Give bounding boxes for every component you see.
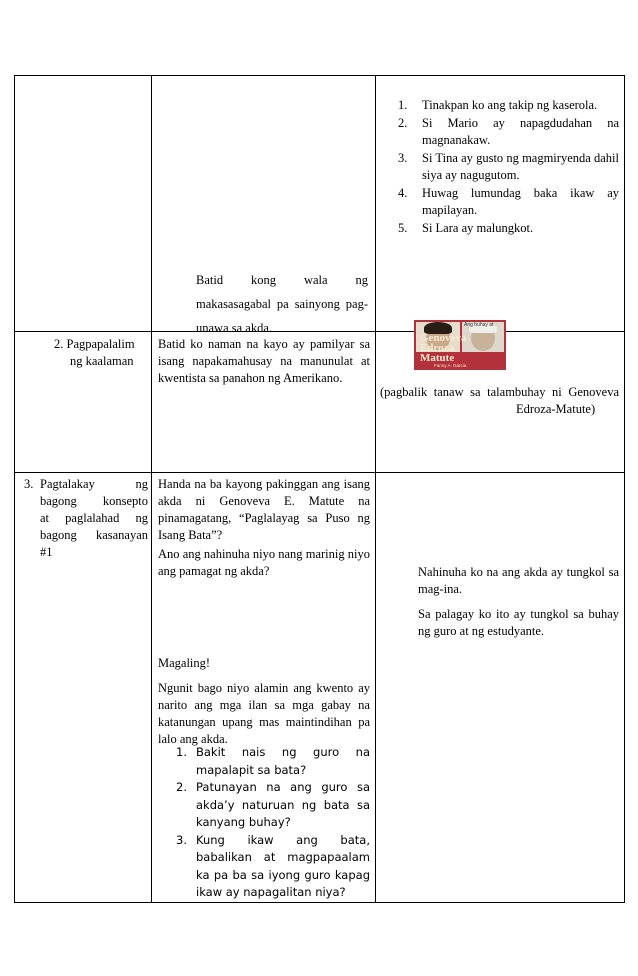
row3-col1-line: at paglalahad ng bbox=[40, 511, 148, 525]
list-item bbox=[398, 97, 619, 115]
question-number: 3. bbox=[176, 832, 187, 847]
row2-col1-label bbox=[54, 336, 149, 370]
question-item bbox=[176, 779, 370, 832]
genoveva-book-cover-image bbox=[414, 320, 506, 370]
list-text: Huwag lumundag baka ikaw ay bbox=[422, 185, 619, 200]
row3-col3-answer-2: Sa palagay ko ito ay tungkol sa buhay ng guro at ng estudyante. bbox=[418, 607, 619, 638]
row3-col3-answer-1: Nahinuha ko na ang akda ay tungkol sa mag-ina. bbox=[418, 565, 619, 596]
row1-col2-line: unawa sa akda. bbox=[196, 321, 273, 335]
row-divider-2 bbox=[14, 472, 625, 473]
book-small-text: Ang buhay at bbox=[464, 322, 494, 328]
question-number: 2. bbox=[176, 780, 187, 794]
book-title-line: Genoveva bbox=[420, 332, 467, 344]
row3-col1-line: bagong kasanayan bbox=[40, 528, 148, 542]
question-item bbox=[176, 832, 370, 902]
row1-sentence-list bbox=[398, 97, 619, 237]
caption-line: Edroza-Matute) bbox=[516, 402, 596, 416]
list-text: Si Lara ay malungkot. bbox=[422, 220, 534, 235]
row3-guide-questions bbox=[176, 744, 370, 902]
row3-col1-line: #1 bbox=[40, 545, 53, 559]
book-title-line: Edroza bbox=[420, 342, 455, 354]
question-number: 1. bbox=[176, 745, 187, 759]
list-number: 1. bbox=[398, 98, 408, 112]
question-text: Bakit nais ng guro na mapalapit sa bata? bbox=[196, 745, 370, 777]
column-divider-2 bbox=[375, 75, 376, 903]
list-text: magnanakaw. bbox=[422, 133, 491, 147]
row1-col2-line: Batid kong wala ng bbox=[196, 273, 368, 287]
list-number: 3. bbox=[398, 150, 408, 165]
column-divider-1 bbox=[151, 75, 152, 903]
row3-col2-paragraph-4: Ngunit bago niyo alamin ang kwento ay narito ang mga ilan sa mga gabay na katanungan upang mas maintindihan pa lalo ang akda. bbox=[158, 681, 370, 746]
caption-line: (pagbalik tanaw sa talambuhay ni Genoveva bbox=[380, 385, 619, 399]
list-text: Si Tina ay gusto ng magmiryenda dahil bbox=[422, 150, 619, 165]
row3-col1-line: Pagtalakay ng bbox=[40, 477, 148, 491]
row3-col2-paragraph-2: Ano ang nahinuha niyo nang marinig niyo ang pamagat ng akda? bbox=[158, 547, 370, 578]
list-text: Si Mario ay napagdudahan na bbox=[422, 115, 619, 130]
table-border-top bbox=[14, 75, 625, 76]
list-number: 5. bbox=[398, 220, 408, 235]
row3-col2-paragraph-1: Handa na ba kayong pakinggan ang isang akda ni Genoveva E. Matute na pinamagatang, “Paglalayag sa Puso ng Isang Bata”? bbox=[158, 477, 370, 542]
question-text: Kung ikaw ang bata, babalikan at magpapaalam ka pa ba sa iyong guro kapag ikaw ay napagalitan niya? bbox=[196, 832, 370, 899]
list-item bbox=[398, 115, 619, 150]
table-border-bottom bbox=[14, 902, 625, 903]
row3-col1-label bbox=[24, 476, 148, 561]
list-text: mapilayan. bbox=[422, 203, 478, 217]
question-text: Patunayan na ang guro sa akda’y naturuan ng bata sa kanyang buhay? bbox=[196, 780, 370, 829]
question-item bbox=[176, 744, 370, 779]
list-text: Tinakpan ko ang takip ng kaserola. bbox=[422, 98, 598, 112]
list-item bbox=[398, 185, 619, 220]
row3-col1-number: 3. bbox=[24, 477, 34, 491]
row2-col1-line: ng kaalaman bbox=[70, 354, 134, 368]
row3-col2-paragraph-3: Magaling! bbox=[158, 656, 211, 670]
list-item bbox=[398, 150, 619, 185]
list-item bbox=[398, 220, 619, 238]
table-border-right bbox=[624, 75, 625, 903]
row1-col2-line: makasasagabal pa sainyong pag- bbox=[196, 297, 368, 311]
table-border-left bbox=[14, 75, 15, 903]
list-number: 2. bbox=[398, 115, 408, 130]
book-author: Fanny A. Garcia bbox=[434, 363, 467, 368]
list-number: 4. bbox=[398, 185, 408, 200]
row2-col1-line: 2. Pagpapalalim bbox=[54, 337, 135, 351]
row3-col1-line: bagong konsepto bbox=[40, 494, 148, 508]
row2-col3-caption bbox=[380, 384, 619, 418]
row2-col2-text: Batid ko naman na kayo ay pamilyar sa isang napakamahusay na manunulat at kwentista sa panahon ng Amerikano. bbox=[158, 337, 370, 385]
book-title-line: Matute bbox=[420, 352, 455, 364]
list-text: siya ay nagugutom. bbox=[422, 168, 520, 182]
row1-col2-text bbox=[196, 268, 368, 340]
